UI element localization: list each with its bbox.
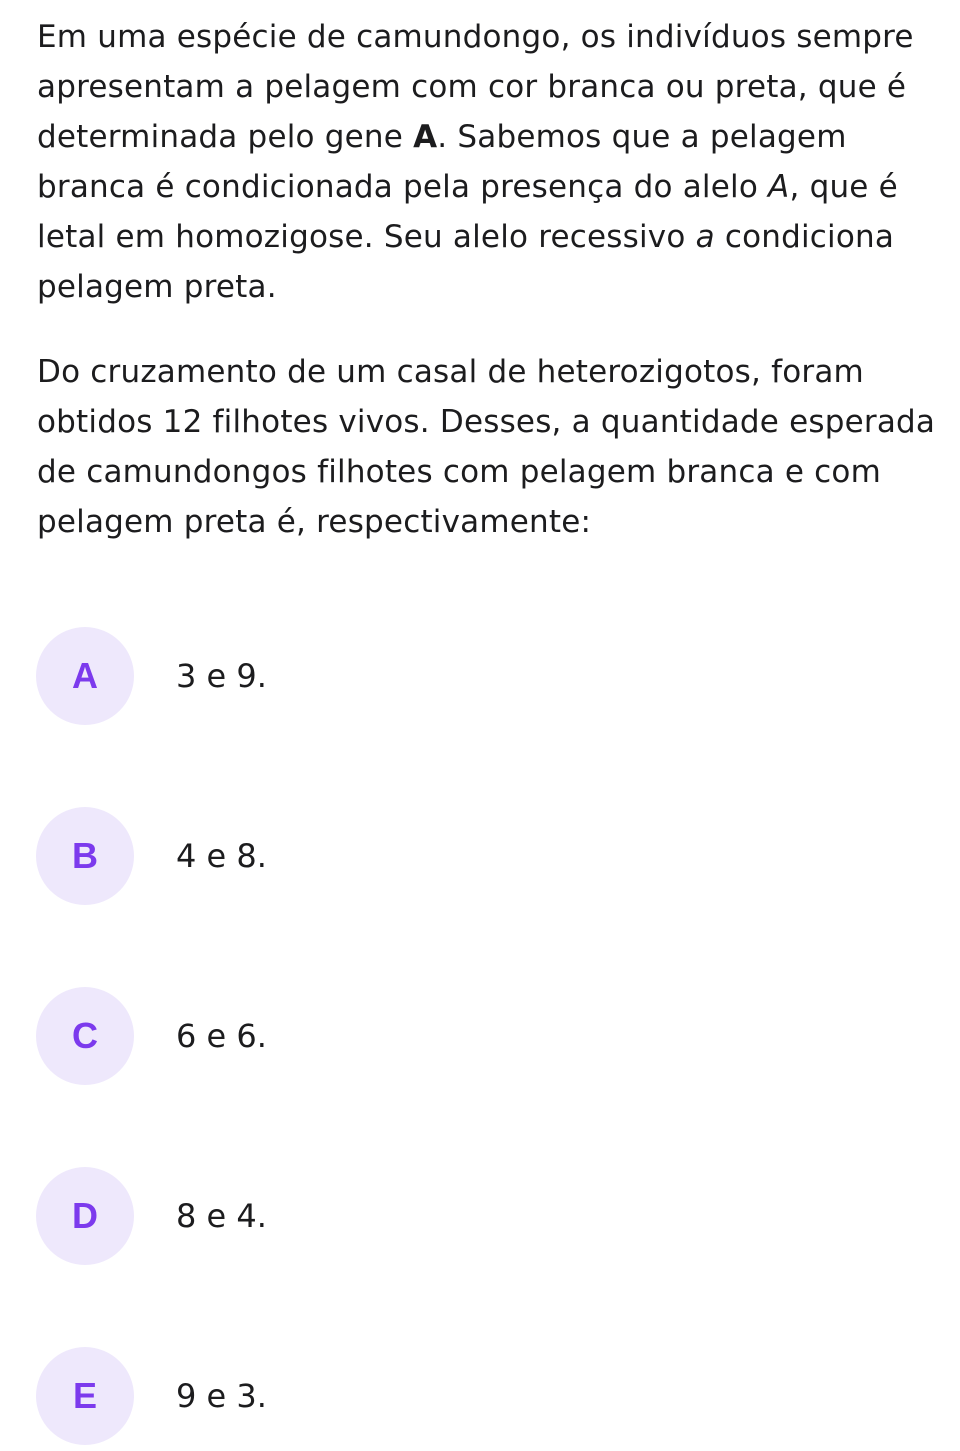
- option-letter-badge: C: [36, 987, 134, 1085]
- option-e[interactable]: [36, 1346, 916, 1446]
- recessive-allele: a: [695, 219, 715, 255]
- question-paragraph-1: Em uma espécie de camundongo, os indivíduos sempre apresentam a pelagem com cor branca ou preta, que é determinada pelo gene A. Sabemos que a pelagem branca é condicionada pela presença do alelo A, que é letal em homozigose. Seu alelo recessivo a condiciona pelagem preta.: [37, 19, 914, 305]
- option-a[interactable]: [36, 626, 916, 726]
- option-letter-badge: D: [36, 1167, 134, 1265]
- question-text: [37, 12, 942, 547]
- option-letter-badge: A: [36, 627, 134, 725]
- dominant-allele: A: [768, 169, 790, 205]
- option-text: 9 e 3.: [176, 1377, 267, 1415]
- option-letter-badge: E: [36, 1347, 134, 1445]
- question-paragraph-2: Do cruzamento de um casal de heterozigotos, foram obtidos 12 filhotes vivos. Desses, a quantidade esperada de camundongos filhotes com pelagem branca e com pelagem preta é, respectivamente:: [37, 354, 936, 540]
- option-letter-badge: B: [36, 807, 134, 905]
- gene-name: A: [413, 119, 438, 155]
- option-text: 6 e 6.: [176, 1017, 267, 1055]
- option-text: 8 e 4.: [176, 1197, 267, 1235]
- option-text: 4 e 8.: [176, 837, 267, 875]
- option-text: 3 e 9.: [176, 657, 267, 695]
- option-b[interactable]: [36, 806, 916, 906]
- option-c[interactable]: [36, 986, 916, 1086]
- option-d[interactable]: [36, 1166, 916, 1266]
